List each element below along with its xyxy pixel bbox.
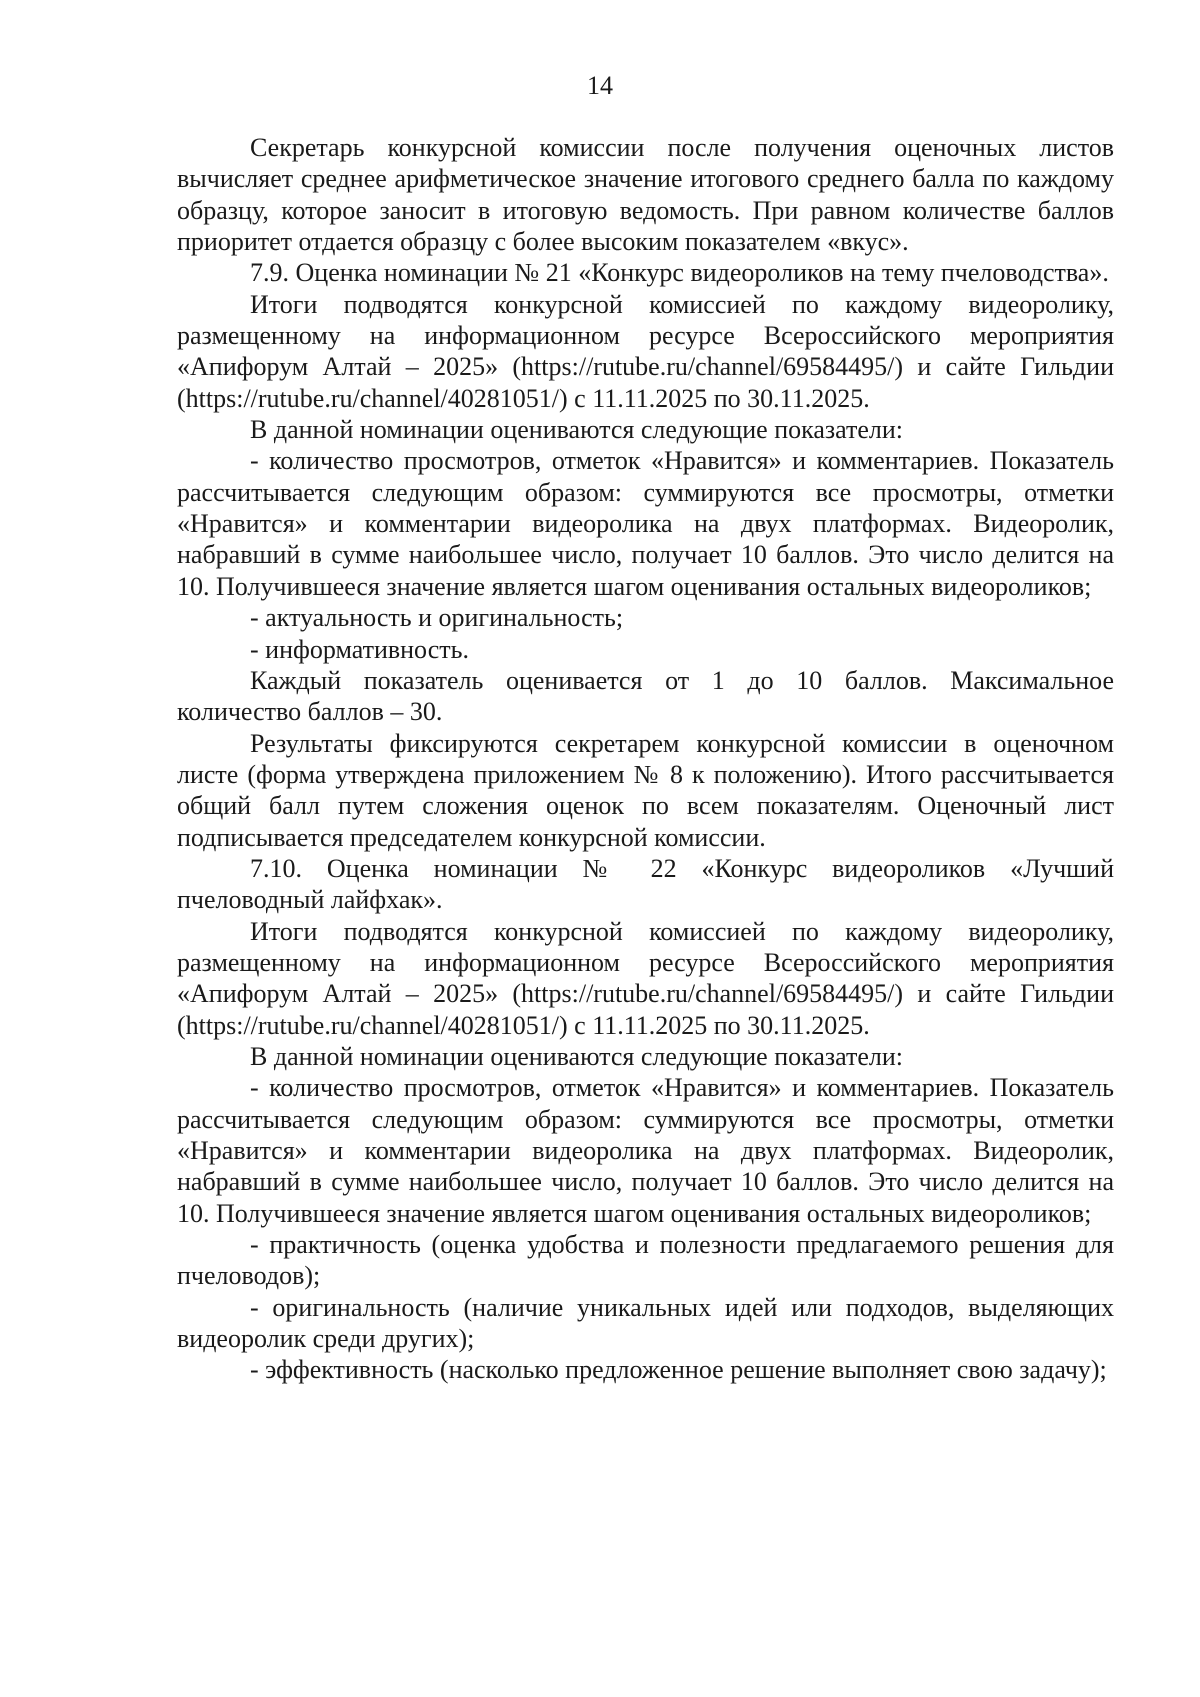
list-item-practicality: - практичность (оценка удобства и полезности предлагаемого решения для пчеловодов); <box>177 1230 1114 1291</box>
list-item-informativeness: - информативность. <box>250 634 469 664</box>
paragraph-indicators-intro: В данной номинации оцениваются следующие показатели: <box>250 415 904 445</box>
paragraph-results-recorded: Результаты фиксируются секретарем конкурсной комиссии в оценочном листе (форма утверждена приложением № 8 к положению). Итого рассчитывается общий балл путем сложения оценок по всем показателям. Оценочный лист подписывается председателем конкурсной комиссии. <box>177 728 1114 852</box>
list-item-originality: - оригинальность (наличие уникальных идей или подходов, выделяющих видеоролик среди других); <box>177 1292 1114 1354</box>
list-item-relevance-originality: - актуальность и оригинальность; <box>250 603 624 633</box>
list-item-views-likes-comments: - количество просмотров, отметок «Нравится» и комментариев. Показатель рассчитывается следующим образом: суммируются все просмотры, отметки «Нравится» и комментарии видеоролика на двух платформах. Видеоролик, набравший в сумме наибольшее число, получает 10 баллов. Это число делится на 10. Получившееся значение является шагом оценивания остальных видеороликов; <box>177 1073 1114 1228</box>
section-heading-7-10: 7.10. Оценка номинации № 22 «Конкурс видеороликов «Лучший пчеловодный лайфхак». <box>177 853 1114 915</box>
paragraph-score-range: Каждый показатель оценивается от 1 до 10 баллов. Максимальное количество баллов – 30. <box>177 665 1114 727</box>
page-number: 14 <box>587 71 613 100</box>
list-item-effectiveness: - эффективность (насколько предложенное решение выполняет свою задачу); <box>250 1355 1107 1385</box>
document-body <box>177 132 1114 1386</box>
paragraph-secretary-averaging: Секретарь конкурсной комиссии после получения оценочных листов вычисляет среднее арифметическое значение итогового среднего балла по каждому образцу, которое заносит в итоговую ведомость. При равном количестве баллов приоритет отдается образцу с более высоким показателем «вкус». <box>177 133 1114 257</box>
list-item-views-likes-comments: - количество просмотров, отметок «Нравится» и комментариев. Показатель рассчитывается следующим образом: суммируются все просмотры, отметки «Нравится» и комментарии видеоролика на двух платформах. Видеоролик, набравший в сумме наибольшее число, получает 10 баллов. Это число делится на 10. Получившееся значение является шагом оценивания остальных видеороликов; <box>177 446 1114 601</box>
paragraph-results-nomination-21: Итоги подводятся конкурсной комиссией по каждому видеоролику, размещенному на информационном ресурсе Всероссийского мероприятия «Апифорум Алтай – 2025» (https://rutube.ru/channel/69584495/) и сайте Гильдии (https://rutube.ru/channel/40281051/) с 11.11.2025 по 30.11.2025. <box>177 289 1114 413</box>
paragraph-results-nomination-22: Итоги подводятся конкурсной комиссией по каждому видеоролику, размещенному на информационном ресурсе Всероссийского мероприятия «Апифорум Алтай – 2025» (https://rutube.ru/channel/69584495/) и сайте Гильдии (https://rutube.ru/channel/40281051/) с 11.11.2025 по 30.11.2025. <box>177 916 1114 1040</box>
paragraph-indicators-intro: В данной номинации оцениваются следующие показатели: <box>250 1041 904 1071</box>
section-heading-7-9: 7.9. Оценка номинации № 21 «Конкурс видеороликов на тему пчеловодства». <box>250 258 1109 288</box>
